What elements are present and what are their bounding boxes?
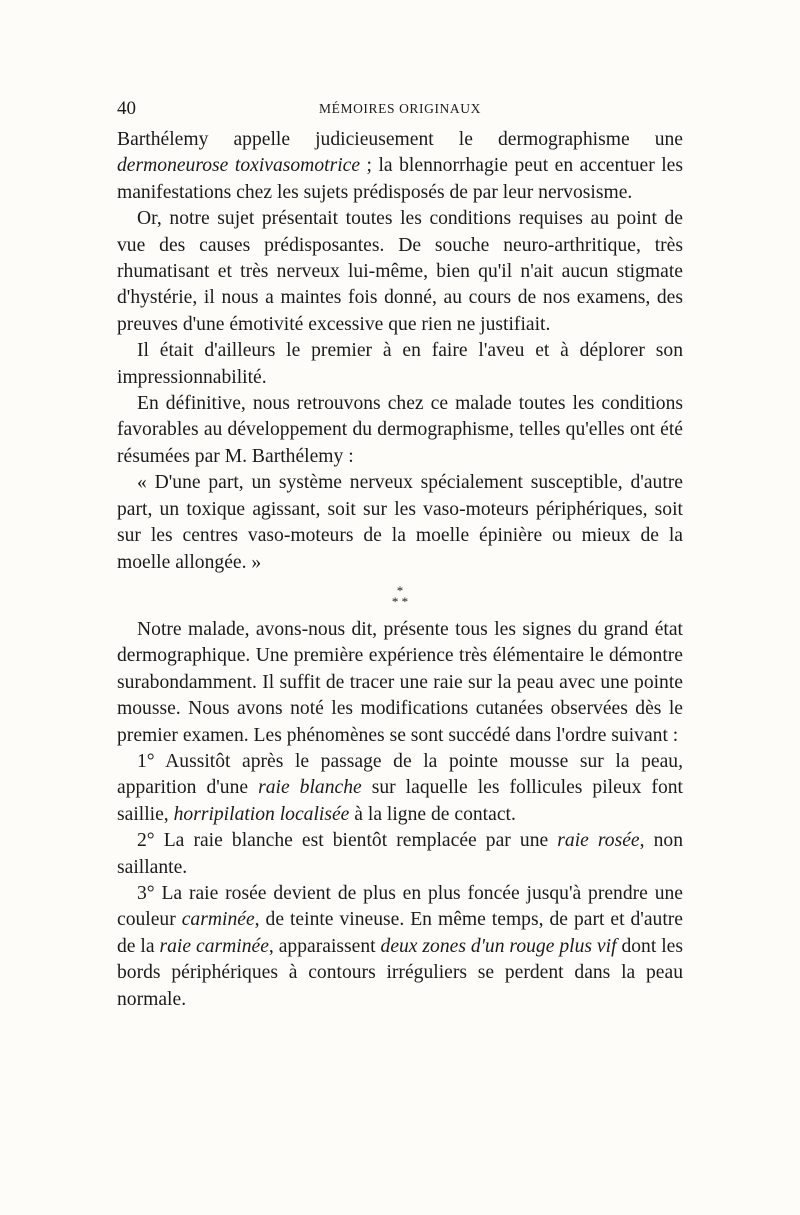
paragraph-7-step-1 — [117, 749, 683, 828]
paragraph-9-step-3 — [117, 881, 683, 1013]
text-run: ; la blennorrhagie peut en accentuer les manifestations chez les sujets prédisposés de par leur nervosisme. — [117, 155, 683, 203]
italic-term: carminée — [181, 909, 255, 931]
paragraph-6: Notre malade, avons-nous dit, présente tous les signes du grand état dermographique. Une première expérience très élémentaire le démontre surabondamment. Il suffit de tracer une raie sur la peau avec une pointe mousse. Nous avons noté les modifications cutanées observées dès le premier examen. Les phénomènes se sont succédé dans l'ordre suivant : — [117, 618, 683, 746]
section-break-asterism — [117, 576, 683, 617]
italic-term: raie rosée — [557, 830, 640, 852]
asterism-bottom: * * — [391, 593, 409, 609]
italic-term: raie blanche — [258, 777, 362, 799]
text-run: , apparaissent — [268, 935, 381, 957]
paragraph-8-step-2 — [117, 828, 683, 881]
body-text — [117, 127, 683, 1013]
text-run: 2° La raie blanche est bientôt remplacée par une — [137, 830, 558, 852]
text-run: Barthélemy appelle judicieusement le dermographisme une — [117, 129, 683, 150]
asterism-top: * — [396, 582, 404, 598]
paragraph-5-quotation: « D'une part, un système nerveux spécialement susceptible, d'autre part, un toxique agissant, soit sur les vaso-moteurs périphériques, soit sur les centres vaso-moteurs de la moelle épinière ou mieux de la moelle allongée. » — [117, 472, 683, 573]
text-run: dont les bords périphériques à contours irréguliers se perdent dans la peau normale. — [117, 935, 683, 1010]
italic-term: horripilation localisée — [173, 803, 350, 825]
text-run: sur laquelle les follicules pileux font saillie, — [117, 777, 683, 825]
paragraph-4: En définitive, nous retrouvons chez ce malade toutes les conditions favorables au développement du dermographisme, telles qu'elles ont été résumées par M. Barthélemy : — [117, 393, 683, 467]
text-run: , de teinte vineuse. En même temps, de part et d'autre de la — [117, 909, 683, 957]
paragraph-3: Il était d'ailleurs le premier à en faire l'aveu et à déplorer son impressionnabilité. — [117, 340, 683, 388]
italic-term: deux zones d'un rouge plus vif — [380, 935, 617, 957]
paragraph-2: Or, notre sujet présentait toutes les conditions requises au point de vue des causes prédisposantes. De souche neuro-arthritique, très rhumatisant et très nerveux lui-même, bien qu'il n'ait aucun stigmate d'hystérie, il nous a maintes fois donné, au cours de nos examens, des preuves d'une émotivité excessive que rien ne justifiait. — [117, 208, 683, 335]
italic-term: dermoneurose toxivasomotrice — [117, 155, 361, 177]
text-run: 3° La raie rosée devient de plus en plus foncée jusqu'à prendre une couleur — [117, 882, 683, 931]
text-run: , non saillante. — [117, 830, 683, 878]
text-run: à la ligne de contact. — [349, 803, 516, 825]
page-header — [117, 98, 683, 122]
running-title: MÉMOIRES ORIGINAUX — [319, 101, 481, 116]
italic-term: raie carminée — [159, 935, 269, 957]
page-number: 40 — [117, 98, 136, 119]
text-run: 1° Aussitôt après le passage de la pointe mousse sur la peau, apparition d'une — [117, 750, 683, 799]
paragraph-1 — [117, 127, 683, 206]
